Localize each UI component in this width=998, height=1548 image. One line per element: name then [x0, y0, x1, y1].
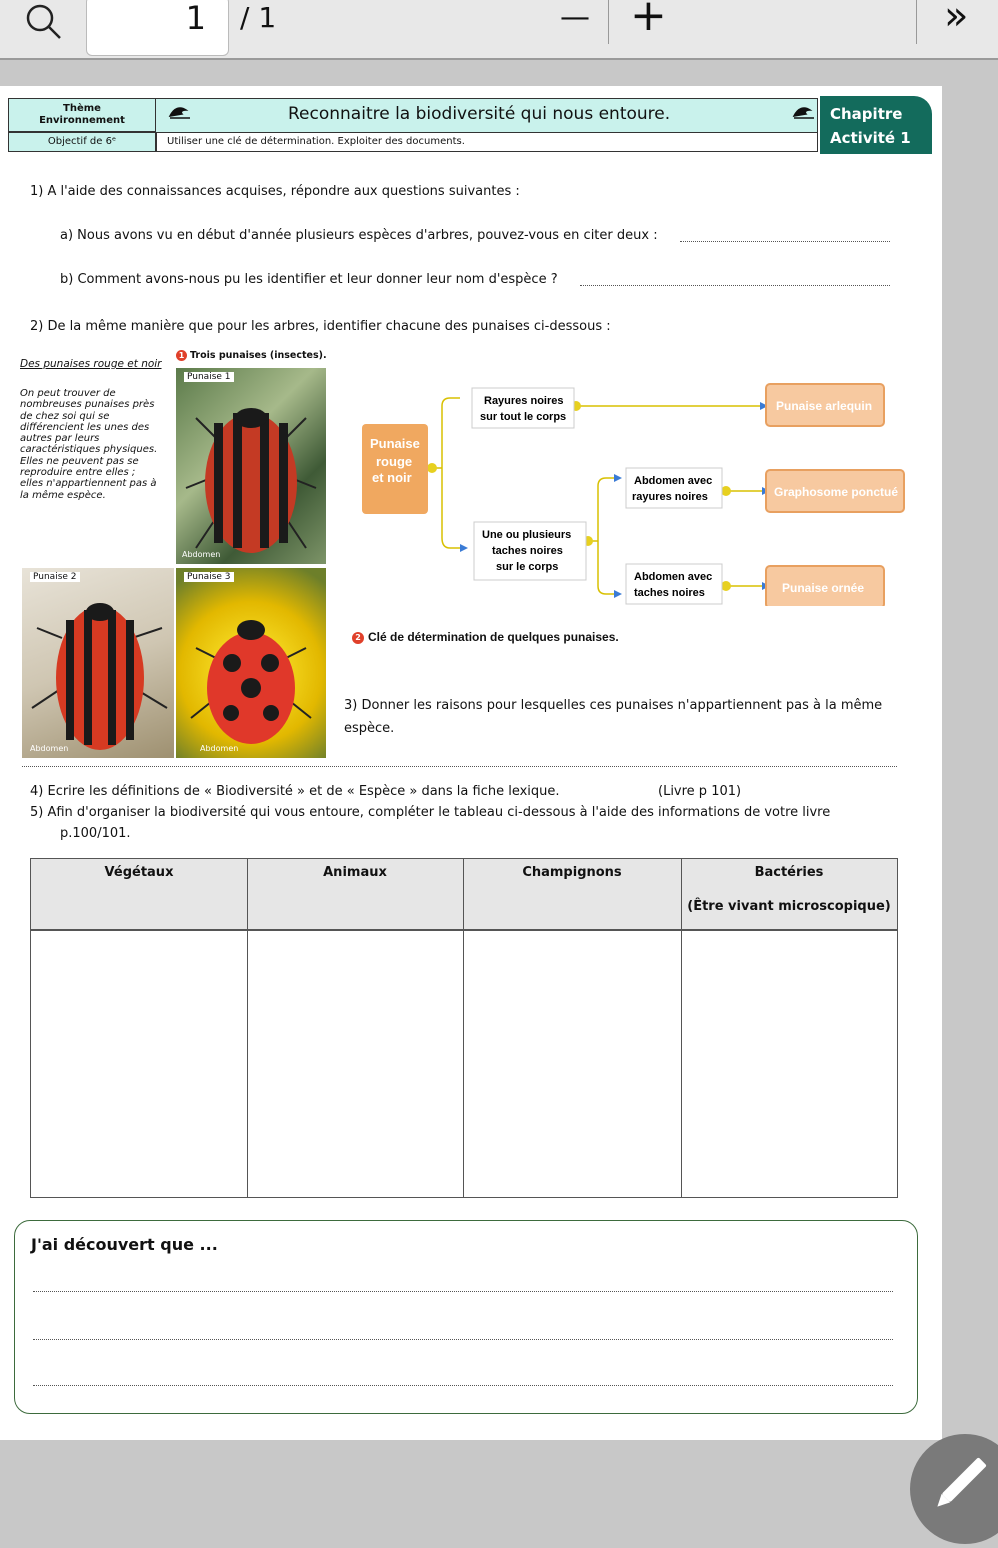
question-3-cont: espèce.	[344, 721, 395, 736]
svg-text:Punaise ornée: Punaise ornée	[782, 581, 865, 595]
doc1-heading: Des punaises rouge et noir	[20, 358, 162, 370]
svg-text:Punaise arlequin: Punaise arlequin	[776, 399, 873, 413]
key-sub-top-line: rayures noires	[632, 491, 708, 503]
key-sub-top	[626, 468, 722, 508]
page-total: / 1	[240, 1, 277, 34]
wave-icon	[792, 102, 816, 122]
question-5: 5) Afin d'organiser la biodiversité qui vous entoure, compléter le tableau ci-dessous à l'aide des informations de votre livre	[30, 805, 831, 820]
key-root	[362, 424, 428, 514]
pencil-icon	[910, 1434, 998, 1544]
zoom-in-button[interactable]: +	[630, 0, 667, 41]
wave-icon	[168, 102, 192, 122]
photo1-abdomen-label: Abdomen	[182, 550, 221, 559]
pdf-toolbar	[0, 0, 998, 60]
key-sub-bottom-line: taches noires	[634, 587, 705, 599]
doc1-caption: Trois punaises (insectes).	[190, 350, 327, 361]
answer-line[interactable]	[580, 285, 890, 286]
key-branch-bottom	[474, 522, 586, 580]
question-1: 1) A l'aide des connaissances acquises, répondre aux questions suivantes :	[30, 184, 520, 199]
objective-box	[8, 132, 156, 152]
answer-line[interactable]	[33, 1339, 893, 1340]
key-sub-bottom	[626, 564, 722, 604]
search-icon[interactable]	[22, 2, 66, 42]
key-branch-top-line: sur tout le corps	[480, 411, 567, 423]
question-3: 3) Donner les raisons pour lesquelles ces punaises n'appartiennent pas à la même	[344, 698, 883, 713]
key-sub-bottom-line: Abdomen avec	[634, 571, 713, 583]
question-1a: a) Nous avons vu en début d'année plusieurs espèces d'arbres, pouvez-vous en citer deux :	[60, 228, 658, 243]
bug-illustration	[176, 368, 326, 564]
bug-illustration	[22, 568, 174, 758]
key-result-1	[766, 384, 884, 426]
photo1-label: Punaise 1	[184, 372, 234, 382]
question-1b: b) Comment avons-nous pu les identifier et leur donner leur nom d'espèce ?	[60, 272, 558, 287]
table-header-vegetaux: Végétaux	[104, 865, 174, 880]
activity-label: Activité 1	[830, 129, 911, 147]
answer-line[interactable]	[33, 1385, 893, 1386]
key-branch-top	[472, 388, 574, 428]
table-header-champignons: Champignons	[522, 865, 622, 880]
key-branch-top-line: Rayures noires	[484, 395, 564, 407]
chapter-badge	[820, 96, 932, 154]
annotate-button[interactable]	[910, 1434, 998, 1544]
key-caption-badge: 2	[352, 632, 364, 644]
theme-value: Environnement	[39, 115, 125, 126]
photo-punaise-3	[176, 568, 326, 758]
doc1-text: On peut trouver de nombreuses punaises près de chez soi qui se différencient les unes des autres par leurs caractéristiques physiques. Elles ne peuvent pas se reproduire entre elles ; elles n'appartiennent pas à la même espèce.	[20, 388, 158, 501]
table-cell[interactable]	[464, 933, 681, 1197]
toolbar-divider	[916, 0, 917, 44]
answer-line[interactable]	[33, 1291, 893, 1292]
table-header-bacteries: Bactéries	[754, 865, 824, 880]
objective-label: Objectif de 6ᵉ	[47, 136, 117, 147]
conclusion-box	[14, 1220, 918, 1414]
key-branch-bottom-line: sur le corps	[496, 561, 559, 573]
chapter-label: Chapitre	[830, 105, 903, 123]
question-2: 2) De la même manière que pour les arbres, identifier chacune des punaises ci-dessous :	[30, 319, 611, 334]
key-root-line: rouge	[376, 454, 413, 469]
zoom-out-button[interactable]: —	[560, 0, 590, 35]
key-root-line: et noir	[372, 470, 412, 485]
page-number-input[interactable]: 1	[86, 0, 229, 56]
page-title: Reconnaitre la biodiversité qui nous entoure.	[288, 104, 671, 124]
doc1-caption-badge: 1	[176, 350, 187, 361]
determination-key	[340, 376, 920, 606]
key-result-3	[766, 566, 884, 606]
biodiversity-table	[30, 858, 898, 1198]
photo-punaise-2	[22, 568, 174, 758]
photo-punaise-1	[176, 368, 326, 564]
key-sub-top-line: Abdomen avec	[634, 475, 713, 487]
question-5-cont: p.100/101.	[60, 826, 131, 841]
table-cell[interactable]	[682, 933, 897, 1197]
photo2-label: Punaise 2	[30, 572, 80, 582]
toolbar-divider	[608, 0, 609, 44]
objective-value-box	[156, 132, 818, 152]
key-branch-bottom-line: Une ou plusieurs	[482, 529, 572, 541]
svg-text:Graphosome ponctué: Graphosome ponctué	[774, 485, 899, 499]
viewer-background	[0, 1440, 998, 1524]
table-cell[interactable]	[248, 933, 463, 1197]
key-branch-bottom-line: taches noires	[492, 545, 563, 557]
photo2-abdomen-label: Abdomen	[30, 744, 69, 753]
table-header-animaux: Animaux	[323, 865, 387, 880]
question-4-ref: (Livre p 101)	[658, 784, 742, 799]
key-result-2	[766, 470, 904, 512]
key-caption: Clé de détermination de quelques punaises.	[368, 630, 619, 644]
table-cell[interactable]	[31, 933, 247, 1197]
photo3-label: Punaise 3	[184, 572, 234, 582]
photo3-abdomen-label: Abdomen	[200, 744, 239, 753]
objective-value: Utiliser une clé de détermination. Exploiter des documents.	[167, 136, 465, 147]
table-header-bacteries-note: (Être vivant microscopique)	[687, 899, 891, 914]
expand-button[interactable]: »	[944, 0, 969, 39]
key-root-line: Punaise	[370, 436, 420, 451]
conclusion-title: J'ai découvert que ...	[31, 1235, 218, 1254]
answer-line[interactable]	[680, 241, 890, 242]
question-4: 4) Ecrire les définitions de « Biodiversité » et de « Espèce » dans la fiche lexique.	[30, 784, 560, 799]
answer-line[interactable]	[22, 766, 897, 767]
theme-label: Thème	[63, 103, 101, 114]
document-page	[0, 86, 942, 1440]
theme-box	[8, 98, 156, 132]
bug-illustration	[176, 568, 326, 758]
